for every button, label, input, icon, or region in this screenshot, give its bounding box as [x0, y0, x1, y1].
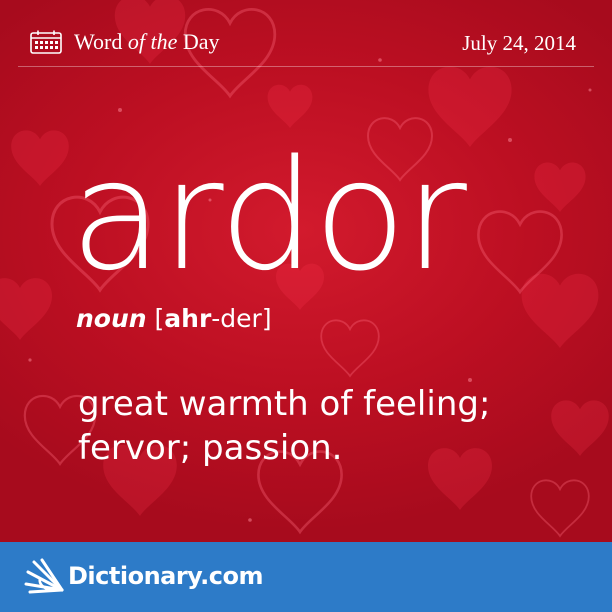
pronunciation-rest: -der] [211, 304, 272, 333]
part-of-speech: noun [76, 304, 147, 333]
headword: ardor [70, 127, 465, 304]
date-label: July 24, 2014 [462, 31, 576, 55]
pronunciation-stressed: ahr [164, 304, 212, 333]
wotd-title: Word of the Day [74, 29, 220, 54]
word-of-the-day-label [30, 29, 220, 55]
definition-line-1: great warmth of feeling; [78, 384, 491, 424]
pronunciation-open: [ [146, 304, 165, 333]
sunburst-icon [22, 556, 66, 596]
brand-name: Dictionary.com [68, 562, 263, 590]
definition-line-2: fervor; passion. [78, 428, 343, 468]
pronunciation-line [76, 304, 272, 333]
calendar-icon [30, 30, 62, 54]
header-divider [18, 66, 594, 67]
definition [78, 382, 548, 470]
dictionary-logo[interactable] [22, 556, 263, 596]
